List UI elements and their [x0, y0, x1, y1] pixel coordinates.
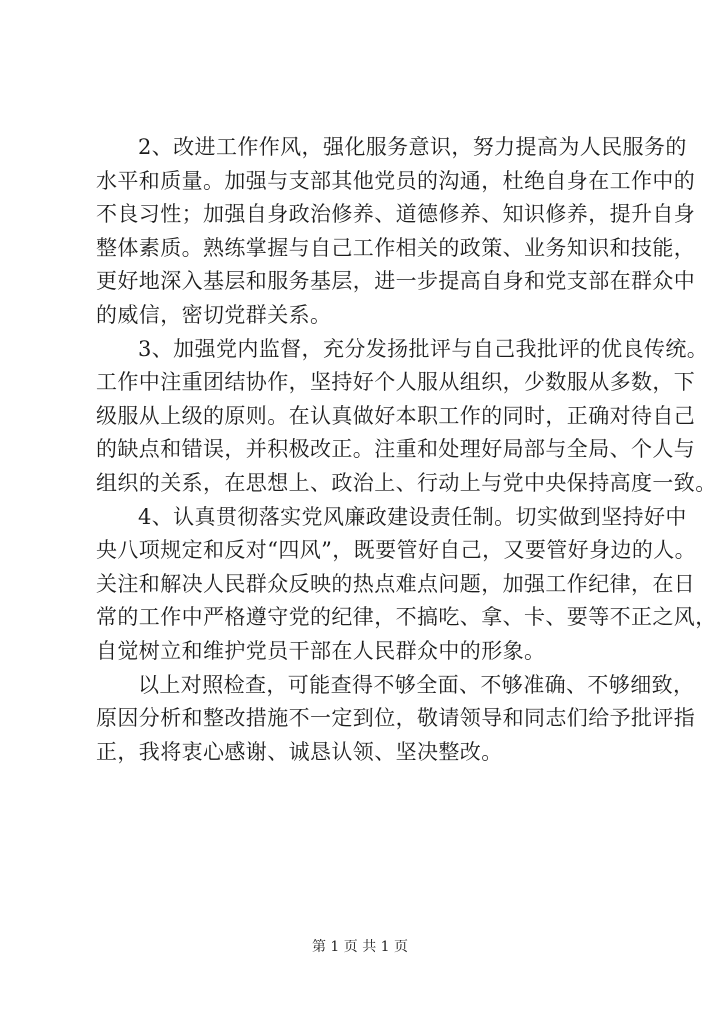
paragraph-line: 不良习性；加强自身政治修养、道德修养、知识修养，提升自身	[96, 202, 696, 227]
paragraph-line: 以上对照检查，可能查得不够全面、不够准确、不够细致，	[138, 672, 695, 697]
paragraph-line: 4、认真贯彻落实党风廉政建设责任制。切实做到坚持好中	[138, 504, 687, 529]
paragraph-line: 央八项规定和反对“四风”，既要管好自己，又要管好身边的人。	[96, 538, 697, 563]
paragraph-line: 关注和解决人民群众反映的热点难点问题，加强工作纪律，在日	[96, 571, 696, 596]
page-number-footer: 第 1 页 共 1 页	[311, 939, 409, 955]
paragraph-line: 更好地深入基层和服务基层，进一步提高自身和党支部在群众中	[96, 269, 696, 294]
paragraph-conclusion	[96, 669, 696, 770]
paragraph-line: 2、改进工作作风，强化服务意识，努力提高为人民服务的	[138, 135, 687, 159]
paragraph-line: 的威信，密切党群关系。	[96, 302, 332, 327]
paragraph-line: 工作中注重团结协作，坚持好个人服从组织，少数服从多数，下	[96, 370, 696, 395]
paragraph-line: 组织的关系，在思想上、政治上、行动上与党中央保持高度一致。	[96, 470, 717, 495]
paragraph-line: 水平和质量。加强与支部其他党员的沟通，杜绝自身在工作中的	[96, 168, 696, 193]
paragraph-line: 原因分析和整改措施不一定到位，敬请领导和同志们给予批评指	[96, 706, 696, 731]
paragraph-line: 级服从上级的原则。在认真做好本职工作的同时，正确对待自己	[96, 403, 696, 428]
paragraph-4	[96, 501, 717, 669]
paragraph-line: 3、加强党内监督，充分发扬批评与自己我批评的优良传统。	[138, 336, 709, 361]
paragraph-line: 自觉树立和维护党员干部在人民群众中的形象。	[96, 638, 546, 663]
paragraph-line: 整体素质。熟练掌握与自己工作相关的政策、业务知识和技能，	[96, 235, 696, 260]
paragraph-3	[96, 333, 717, 501]
document-body	[96, 131, 717, 769]
paragraph-line: 常的工作中严格遵守党的纪律，不搞吃、拿、卡、要等不正之风，	[96, 605, 717, 630]
paragraph-line: 正，我将衷心感谢、诚恳认领、坚决整改。	[96, 739, 503, 764]
paragraph-2	[96, 131, 696, 333]
paragraph-line: 的缺点和错误，并积极改正。注重和处理好局部与全局、个人与	[96, 437, 696, 462]
